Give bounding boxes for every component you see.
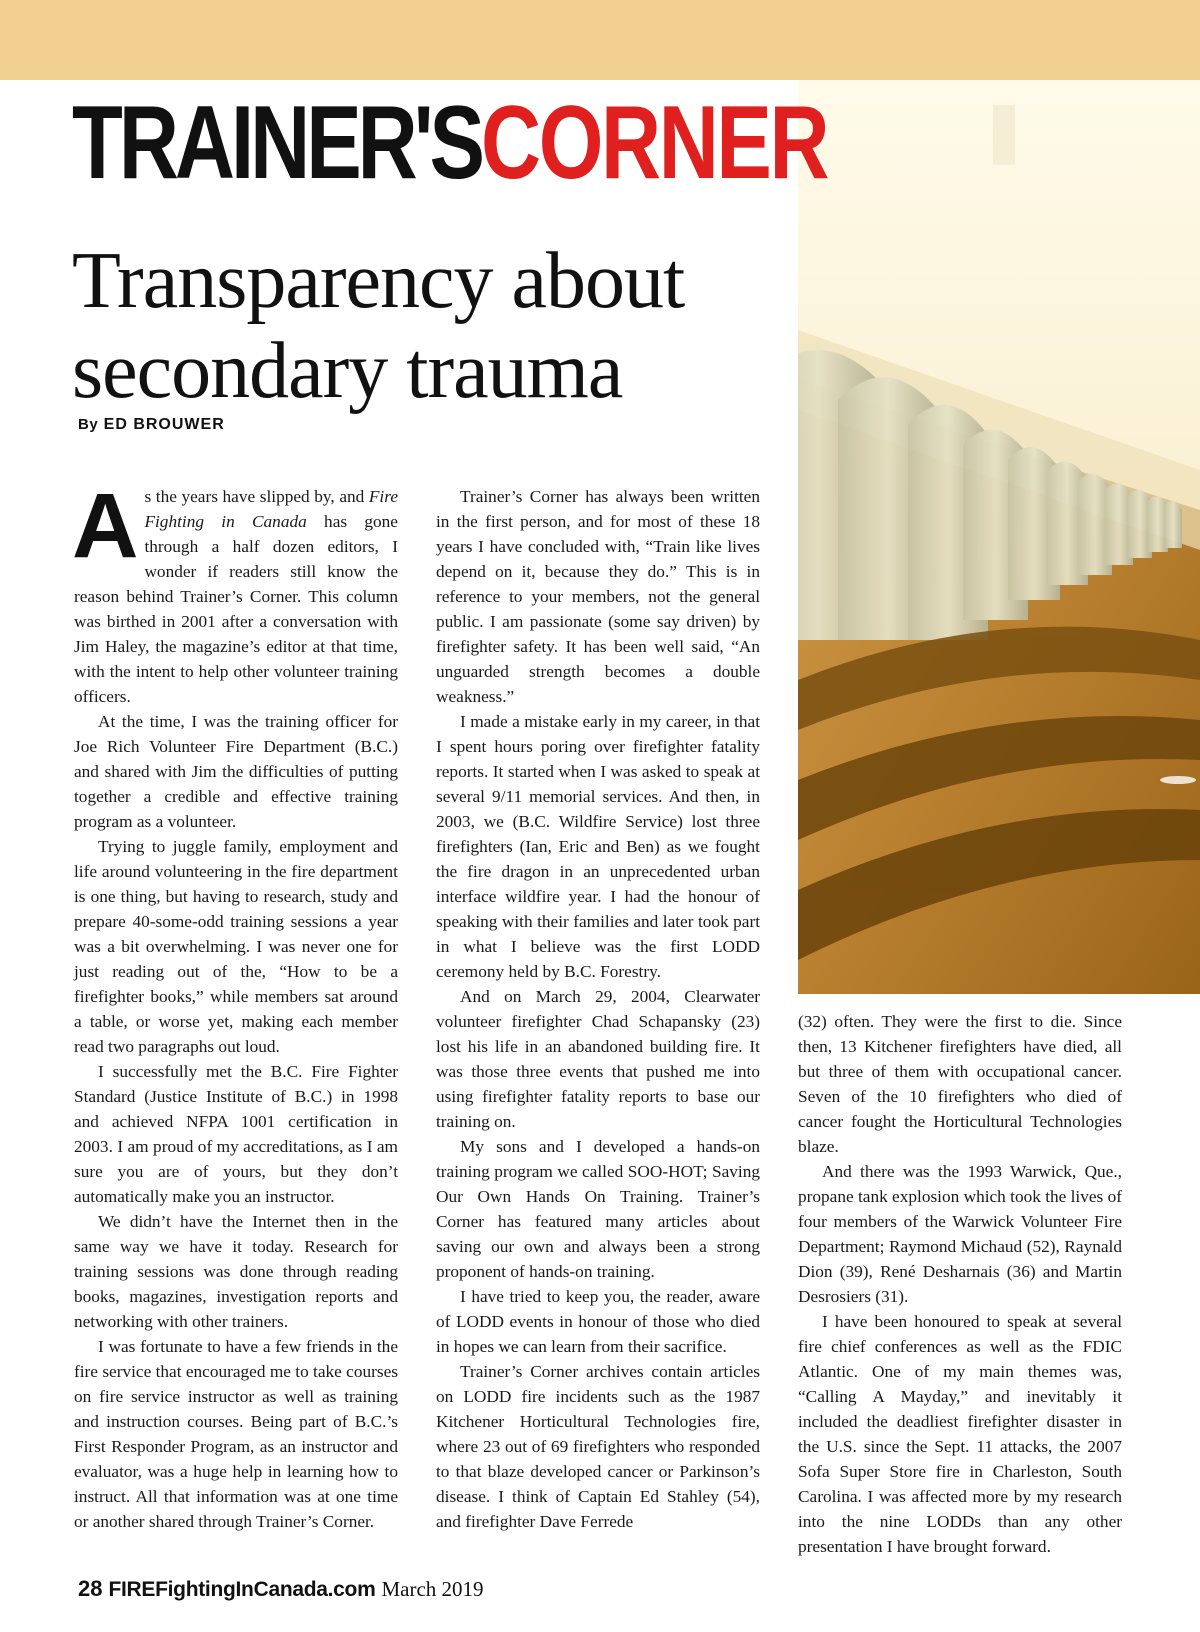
issue-date: March 2019	[381, 1577, 484, 1601]
paragraph: And there was the 1993 Warwick, Que., propane tank explosion which took the lives of four members of the Warwick Volunteer Fire Department; Raymond Michaud (52), Raynald Dion (39), René Desharnais (36) and Martin Desrosiers (31).	[798, 1162, 1122, 1306]
byline	[78, 416, 225, 434]
text-run: has gone through a half dozen editors, I wonder if readers still know the reason behind Trainer’s Corner. This column was birthed in 2001 after a conversation with Jim Haley, the magazine’s editor at that time, with the intent to help other volunteer training officers.	[74, 512, 398, 706]
kicker-trainers: TRAINER'S	[72, 85, 482, 201]
paragraph: Trying to juggle family, employment and life around volunteering in the fire department is one thing, but having to research, study and prepare 40-some-odd training sessions a year was a bit overwhelming. I was never one for just reading out of the, “How to be a firefighter books,” while members sat around a table, or worse yet, making each member read two paragraphs out loud.	[74, 837, 398, 1056]
paragraph: Trainer’s Corner archives contain articles on LODD fire incidents such as the 1987 Kitchener Horticultural Technologies fire, where 23 out of 69 firefighters who responded to that blaze developed cancer or Parkinson’s disease. I think of Captain Ed Stahley (54), and firefighter Dave Ferrede	[436, 1362, 760, 1531]
article-title: Transparency about secondary trauma	[72, 237, 685, 415]
top-color-band	[0, 0, 1200, 80]
seat-rows-illustration	[798, 80, 1200, 994]
byline-prefix: By	[78, 416, 99, 433]
paragraph: We didn’t have the Internet then in the same way we have it today. Research for training sessions was done through reading books, magazines, investigation reports and networking with other trainers.	[74, 1212, 398, 1331]
paragraph: My sons and I developed a hands-on training program we called SOO-HOT; Saving Our Own Hands On Training. Trainer’s Corner has featured many articles about saving our own and always been a strong proponent of hands-on training.	[436, 1137, 760, 1281]
paragraph: I was fortunate to have a few friends in the fire service that encouraged me to take courses on fire service instructor as well as training and instruction courses. Being part of B.C.’s First Responder Program, as an instructor and evaluator, was a huge help in learning how to instruct. All that information was at one time or another shared through Trainer’s Corner.	[74, 1337, 398, 1531]
magazine-name: Fire Fighting in Canada	[144, 487, 398, 531]
text-run: s the years have slipped by, and	[144, 487, 369, 506]
auditorium-seats-photo	[798, 80, 1200, 994]
paragraph: At the time, I was the training officer for Joe Rich Volunteer Fire Department (B.C.) and shared with Jim the difficulties of putting together a credible and effective training program as a volunteer.	[74, 712, 398, 831]
page-number: 28	[78, 1576, 103, 1601]
page-footer	[78, 1575, 484, 1604]
paragraph: I made a mistake early in my career, in that I spent hours poring over firefighter fatality reports. It started when I was asked to speak at several 9/11 memorial services. And then, in 2003, we (B.C. Wildfire Service) lost three firefighters (Ian, Eric and Ben) as we fought the fire dragon in an unprecedented urban interface wildfire year. I had the honour of speaking with their families and later took part in what I believe was the first LODD ceremony held by B.C. Forestry.	[436, 712, 760, 981]
paragraph: I have been honoured to speak at several fire chief conferences as well as the FDIC Atlantic. One of my main themes was, “Calling A Mayday,” and inevitably it included the deadliest firefighter disaster in the U.S. since the Sept. 11 attacks, the 2007 Sofa Super Store fire in Charleston, South Carolina. I was affected more by my research into the nine LODDs than any other presentation I have brought forward.	[798, 1312, 1122, 1556]
kicker-corner: CORNER	[481, 85, 828, 201]
article-column-3	[798, 1009, 1122, 1556]
article-column-1	[72, 475, 398, 1556]
article-column-2	[436, 484, 760, 1556]
paragraph: Trainer’s Corner has always been written in the first person, and for most of these 18 years I have concluded with, “Train like lives depend on it, because they do.” This is in reference to your members, not the general public. I am passionate (some say driven) by firefighter safety. It has been well said, “An unguarded strength becomes a double weakness.”	[436, 487, 760, 706]
author-name: ED BROUWER	[103, 416, 225, 433]
paragraph: I successfully met the B.C. Fire Fighter Standard (Justice Institute of B.C.) in 1998 and achieved NFPA 1001 certification in 2003. I am proud of my accreditations, as I am sure you are of yours, but they don’t automatically make you an instructor.	[74, 1062, 398, 1206]
paragraph: And on March 29, 2004, Clearwater volunteer firefighter Chad Schapansky (23) lost his life in an abandoned building fire. It was those three events that pushed me into using firefighter fatality reports to base our training on.	[436, 987, 760, 1131]
section-kicker	[72, 85, 828, 201]
paragraph	[72, 475, 398, 709]
paragraph: (32) often. They were the first to die. Since then, 13 Kitchener firefighters have died, all but three of them with occupational cancer. Seven of the 10 firefighters who died of cancer fought the Horticultural Technologies blaze.	[798, 1012, 1122, 1156]
paragraph: I have tried to keep you, the reader, aware of LODD events in honour of those who died in hopes we can learn from their sacrifice.	[436, 1287, 760, 1356]
website-link[interactable]: FIREFightingInCanada.com	[108, 1578, 376, 1601]
drop-cap: A	[72, 475, 139, 577]
